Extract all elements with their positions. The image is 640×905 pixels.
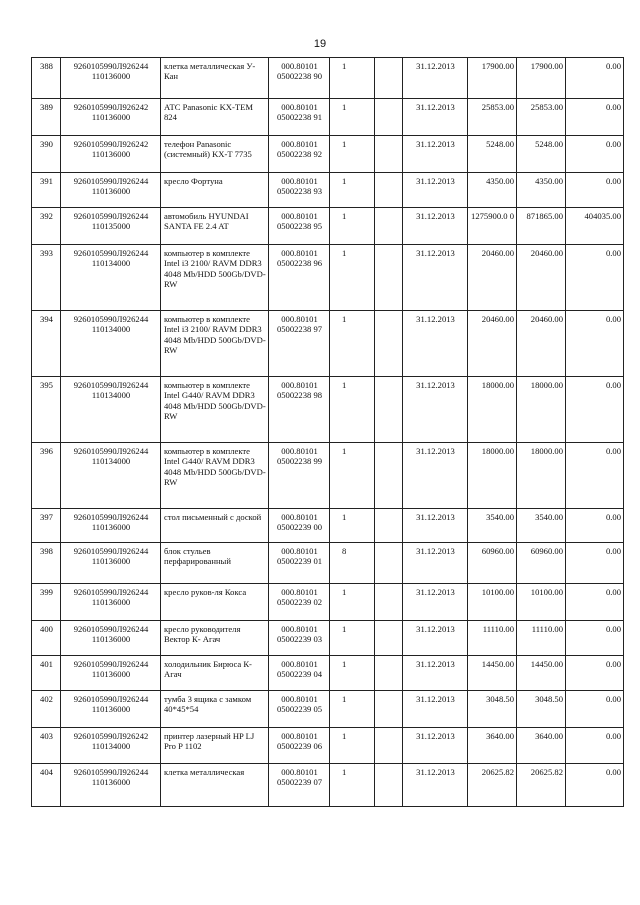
date-cell: 31.12.2013 <box>403 584 468 621</box>
table-row <box>32 99 624 136</box>
asset-name-cell: клетка металлическая <box>161 764 269 807</box>
empty-cell-cell <box>375 691 403 728</box>
table-row <box>32 764 624 807</box>
account-code-cell: 9260105990Л926244 110134000 <box>61 377 161 443</box>
quantity-cell: 1 <box>330 443 375 509</box>
inventory-number-cell: 000.80101 05002239 07 <box>269 764 330 807</box>
table-row <box>32 543 624 584</box>
quantity-cell: 1 <box>330 136 375 173</box>
asset-name-cell: кресло руков-ля Кокса <box>161 584 269 621</box>
asset-name-cell: автомобиль HYUNDAI SANTA FE 2.4 AT <box>161 208 269 245</box>
inventory-number-cell: 000.80101 05002238 96 <box>269 245 330 311</box>
quantity-cell: 1 <box>330 728 375 764</box>
row-number-cell: 398 <box>32 543 61 584</box>
residual-value-cell: 0.00 <box>566 691 624 728</box>
initial-cost-cell: 3540.00 <box>468 509 517 543</box>
table-row <box>32 509 624 543</box>
quantity-cell: 8 <box>330 543 375 584</box>
row-number-cell: 391 <box>32 173 61 208</box>
asset-name-cell: клетка металлическая У-Кан <box>161 58 269 99</box>
date-cell: 31.12.2013 <box>403 621 468 656</box>
page-number: 19 <box>313 38 327 50</box>
row-number-cell: 388 <box>32 58 61 99</box>
table-row <box>32 173 624 208</box>
depreciation-cell: 18000.00 <box>517 377 566 443</box>
row-number-cell: 395 <box>32 377 61 443</box>
account-code-cell: 9260105990Л926244 110136000 <box>61 656 161 691</box>
empty-cell-cell <box>375 245 403 311</box>
initial-cost-cell: 17900.00 <box>468 58 517 99</box>
quantity-cell: 1 <box>330 208 375 245</box>
table-row <box>32 691 624 728</box>
table-row <box>32 311 624 377</box>
date-cell: 31.12.2013 <box>403 311 468 377</box>
depreciation-cell: 20625.82 <box>517 764 566 807</box>
inventory-number-cell: 000.80101 05002238 95 <box>269 208 330 245</box>
date-cell: 31.12.2013 <box>403 173 468 208</box>
depreciation-cell: 25853.00 <box>517 99 566 136</box>
asset-name-cell: компьютер в комплекте Intel i3 2100/ RAVM DDR3 4048 Mb/HDD 500Gb/DVD-RW <box>161 311 269 377</box>
depreciation-cell: 11110.00 <box>517 621 566 656</box>
residual-value-cell: 0.00 <box>566 728 624 764</box>
quantity-cell: 1 <box>330 509 375 543</box>
quantity-cell: 1 <box>330 58 375 99</box>
asset-name-cell: компьютер в комплекте Intel i3 2100/ RAVM DDR3 4048 Mb/HDD 500Gb/DVD-RW <box>161 245 269 311</box>
date-cell: 31.12.2013 <box>403 58 468 99</box>
account-code-cell: 9260105990Л926242 110134000 <box>61 728 161 764</box>
inventory-number-cell: 000.80101 05002239 04 <box>269 656 330 691</box>
date-cell: 31.12.2013 <box>403 377 468 443</box>
row-number-cell: 394 <box>32 311 61 377</box>
depreciation-cell: 20460.00 <box>517 311 566 377</box>
asset-name-cell: блок стульев перфарированный <box>161 543 269 584</box>
account-code-cell: 9260105990Л926244 110136000 <box>61 543 161 584</box>
date-cell: 31.12.2013 <box>403 509 468 543</box>
inventory-number-cell: 000.80101 05002238 97 <box>269 311 330 377</box>
asset-name-cell: компьютер в комплекте Intel G440/ RAVM DDR3 4048 Mb/HDD 500Gb/DVD-RW <box>161 377 269 443</box>
depreciation-cell: 20460.00 <box>517 245 566 311</box>
initial-cost-cell: 3640.00 <box>468 728 517 764</box>
depreciation-cell: 5248.00 <box>517 136 566 173</box>
account-code-cell: 9260105990Л926244 110134000 <box>61 311 161 377</box>
date-cell: 31.12.2013 <box>403 656 468 691</box>
inventory-number-cell: 000.80101 05002238 91 <box>269 99 330 136</box>
initial-cost-cell: 20625.82 <box>468 764 517 807</box>
initial-cost-cell: 25853.00 <box>468 99 517 136</box>
residual-value-cell: 0.00 <box>566 99 624 136</box>
depreciation-cell: 3540.00 <box>517 509 566 543</box>
date-cell: 31.12.2013 <box>403 764 468 807</box>
quantity-cell: 1 <box>330 584 375 621</box>
account-code-cell: 9260105990Л926244 110136000 <box>61 173 161 208</box>
row-number-cell: 397 <box>32 509 61 543</box>
depreciation-cell: 17900.00 <box>517 58 566 99</box>
initial-cost-cell: 10100.00 <box>468 584 517 621</box>
quantity-cell: 1 <box>330 621 375 656</box>
date-cell: 31.12.2013 <box>403 728 468 764</box>
row-number-cell: 404 <box>32 764 61 807</box>
initial-cost-cell: 60960.00 <box>468 543 517 584</box>
account-code-cell: 9260105990Л926244 110136000 <box>61 691 161 728</box>
empty-cell-cell <box>375 509 403 543</box>
initial-cost-cell: 14450.00 <box>468 656 517 691</box>
asset-name-cell: кресло Фортуна <box>161 173 269 208</box>
initial-cost-cell: 4350.00 <box>468 173 517 208</box>
empty-cell-cell <box>375 656 403 691</box>
date-cell: 31.12.2013 <box>403 136 468 173</box>
residual-value-cell: 0.00 <box>566 311 624 377</box>
initial-cost-cell: 5248.00 <box>468 136 517 173</box>
asset-name-cell: АТС Panasonic KX-TEM 824 <box>161 99 269 136</box>
quantity-cell: 1 <box>330 245 375 311</box>
empty-cell-cell <box>375 58 403 99</box>
account-code-cell: 9260105990Л926242 110136000 <box>61 99 161 136</box>
residual-value-cell: 0.00 <box>566 621 624 656</box>
table-row <box>32 245 624 311</box>
table-row <box>32 584 624 621</box>
inventory-number-cell: 000.80101 05002239 01 <box>269 543 330 584</box>
quantity-cell: 1 <box>330 99 375 136</box>
depreciation-cell: 3640.00 <box>517 728 566 764</box>
inventory-number-cell: 000.80101 05002238 99 <box>269 443 330 509</box>
residual-value-cell: 0.00 <box>566 136 624 173</box>
depreciation-cell: 18000.00 <box>517 443 566 509</box>
account-code-cell: 9260105990Л926242 110136000 <box>61 136 161 173</box>
inventory-number-cell: 000.80101 05002238 90 <box>269 58 330 99</box>
residual-value-cell: 0.00 <box>566 173 624 208</box>
residual-value-cell: 0.00 <box>566 509 624 543</box>
account-code-cell: 9260105990Л926244 110136000 <box>61 509 161 543</box>
initial-cost-cell: 11110.00 <box>468 621 517 656</box>
inventory-number-cell: 000.80101 05002239 05 <box>269 691 330 728</box>
residual-value-cell: 0.00 <box>566 543 624 584</box>
empty-cell-cell <box>375 728 403 764</box>
depreciation-cell: 4350.00 <box>517 173 566 208</box>
inventory-number-cell: 000.80101 05002239 00 <box>269 509 330 543</box>
quantity-cell: 1 <box>330 656 375 691</box>
asset-name-cell: компьютер в комплекте Intel G440/ RAVM DDR3 4048 Mb/HDD 500Gb/DVD-RW <box>161 443 269 509</box>
account-code-cell: 9260105990Л926244 110136000 <box>61 584 161 621</box>
empty-cell-cell <box>375 543 403 584</box>
table-row <box>32 208 624 245</box>
quantity-cell: 1 <box>330 691 375 728</box>
initial-cost-cell: 20460.00 <box>468 245 517 311</box>
account-code-cell: 9260105990Л926244 110136000 <box>61 621 161 656</box>
table-row <box>32 443 624 509</box>
quantity-cell: 1 <box>330 764 375 807</box>
date-cell: 31.12.2013 <box>403 208 468 245</box>
residual-value-cell: 0.00 <box>566 58 624 99</box>
row-number-cell: 402 <box>32 691 61 728</box>
depreciation-cell: 871865.00 <box>517 208 566 245</box>
depreciation-cell: 14450.00 <box>517 656 566 691</box>
depreciation-cell: 10100.00 <box>517 584 566 621</box>
inventory-number-cell: 000.80101 05002239 02 <box>269 584 330 621</box>
initial-cost-cell: 18000.00 <box>468 377 517 443</box>
depreciation-cell: 3048.50 <box>517 691 566 728</box>
date-cell: 31.12.2013 <box>403 691 468 728</box>
table-row <box>32 58 624 99</box>
account-code-cell: 9260105990Л926244 110135000 <box>61 208 161 245</box>
residual-value-cell: 0.00 <box>566 656 624 691</box>
quantity-cell: 1 <box>330 377 375 443</box>
row-number-cell: 389 <box>32 99 61 136</box>
table-row <box>32 136 624 173</box>
residual-value-cell: 0.00 <box>566 377 624 443</box>
quantity-cell: 1 <box>330 173 375 208</box>
row-number-cell: 392 <box>32 208 61 245</box>
asset-name-cell: принтер лазерный HP LJ Pro P 1102 <box>161 728 269 764</box>
asset-name-cell: кресло руководителя Вектор К- Агач <box>161 621 269 656</box>
table-row <box>32 656 624 691</box>
inventory-number-cell: 000.80101 05002239 03 <box>269 621 330 656</box>
inventory-number-cell: 000.80101 05002238 92 <box>269 136 330 173</box>
date-cell: 31.12.2013 <box>403 543 468 584</box>
initial-cost-cell: 18000.00 <box>468 443 517 509</box>
empty-cell-cell <box>375 99 403 136</box>
empty-cell-cell <box>375 377 403 443</box>
row-number-cell: 399 <box>32 584 61 621</box>
empty-cell-cell <box>375 443 403 509</box>
initial-cost-cell: 3048.50 <box>468 691 517 728</box>
residual-value-cell: 404035.00 <box>566 208 624 245</box>
table-row <box>32 728 624 764</box>
asset-name-cell: стол письменный с доской <box>161 509 269 543</box>
initial-cost-cell: 1275900.0 0 <box>468 208 517 245</box>
residual-value-cell: 0.00 <box>566 584 624 621</box>
inventory-number-cell: 000.80101 05002239 06 <box>269 728 330 764</box>
depreciation-cell: 60960.00 <box>517 543 566 584</box>
date-cell: 31.12.2013 <box>403 99 468 136</box>
table-row <box>32 621 624 656</box>
empty-cell-cell <box>375 584 403 621</box>
asset-name-cell: тумба 3 ящика с замком 40*45*54 <box>161 691 269 728</box>
table-row <box>32 377 624 443</box>
empty-cell-cell <box>375 173 403 208</box>
account-code-cell: 9260105990Л926244 110134000 <box>61 443 161 509</box>
empty-cell-cell <box>375 621 403 656</box>
residual-value-cell: 0.00 <box>566 443 624 509</box>
residual-value-cell: 0.00 <box>566 764 624 807</box>
row-number-cell: 401 <box>32 656 61 691</box>
row-number-cell: 393 <box>32 245 61 311</box>
row-number-cell: 390 <box>32 136 61 173</box>
asset-name-cell: холодильник Бирюса К-Агач <box>161 656 269 691</box>
date-cell: 31.12.2013 <box>403 245 468 311</box>
empty-cell-cell <box>375 208 403 245</box>
account-code-cell: 9260105990Л926244 110136000 <box>61 764 161 807</box>
row-number-cell: 403 <box>32 728 61 764</box>
date-cell: 31.12.2013 <box>403 443 468 509</box>
quantity-cell: 1 <box>330 311 375 377</box>
initial-cost-cell: 20460.00 <box>468 311 517 377</box>
empty-cell-cell <box>375 136 403 173</box>
asset-name-cell: телефон Panasonic (системный) KX-T 7735 <box>161 136 269 173</box>
empty-cell-cell <box>375 311 403 377</box>
account-code-cell: 9260105990Л926244 110134000 <box>61 245 161 311</box>
row-number-cell: 396 <box>32 443 61 509</box>
inventory-number-cell: 000.80101 05002238 93 <box>269 173 330 208</box>
account-code-cell: 9260105990Л926244 110136000 <box>61 58 161 99</box>
empty-cell-cell <box>375 764 403 807</box>
inventory-number-cell: 000.80101 05002238 98 <box>269 377 330 443</box>
residual-value-cell: 0.00 <box>566 245 624 311</box>
row-number-cell: 400 <box>32 621 61 656</box>
inventory-table <box>31 57 624 807</box>
